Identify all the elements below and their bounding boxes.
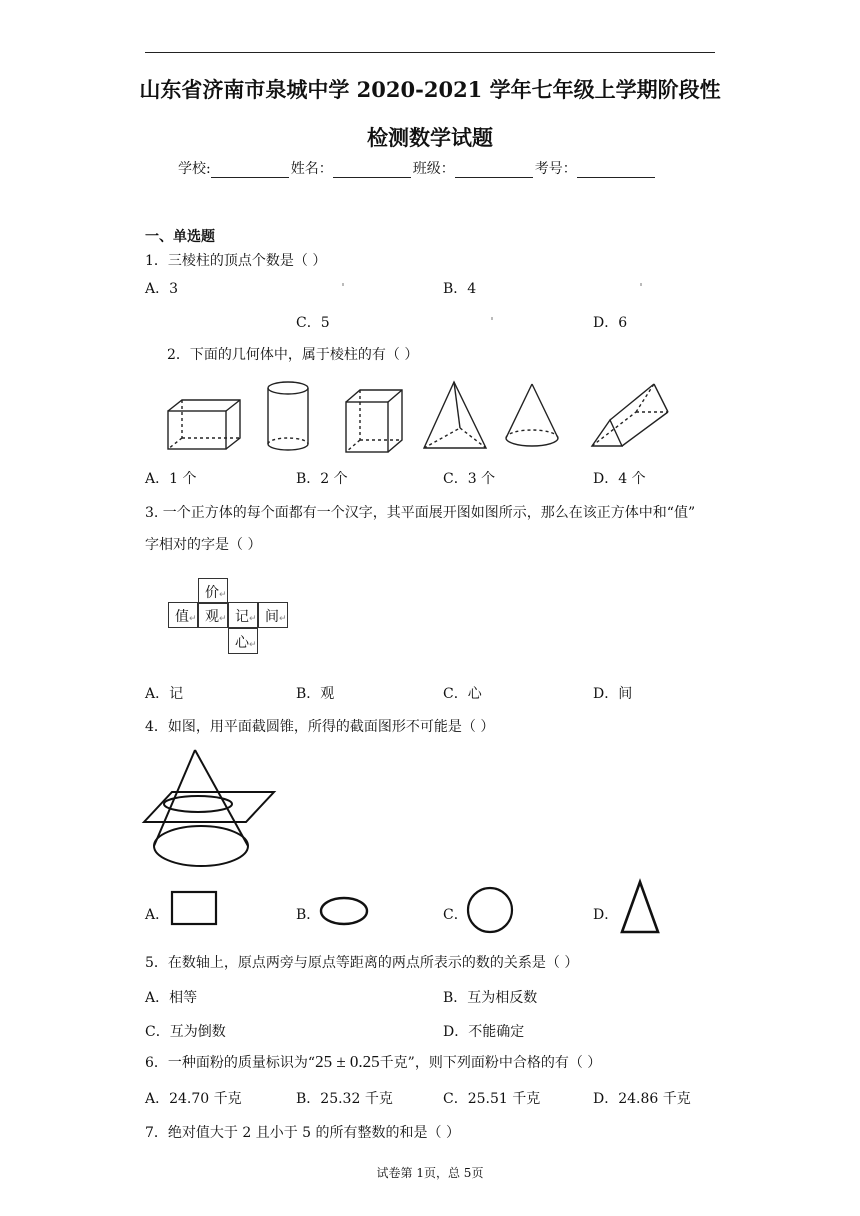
q6-option-c: C．25.51 千克 (443, 1091, 541, 1107)
class-blank (455, 163, 533, 178)
q6-stem (145, 1052, 601, 1072)
scan-dot (491, 317, 493, 320)
q6-option-b: B．25.32 千克 (296, 1091, 393, 1107)
q5-option-c: C．互为倒数 (145, 1024, 226, 1040)
net-cell-top: 价↵ (198, 578, 228, 604)
cone-section-figure (140, 746, 280, 872)
net-cell-bottom: 心↵ (228, 628, 258, 654)
q6-option-a: A．24.70 千克 (145, 1091, 242, 1107)
q2-option-b: B．2 个 (296, 471, 348, 487)
triangle-shape-icon (618, 878, 662, 936)
q6-option-d: D．24.86 千克 (593, 1091, 691, 1107)
net-cell: 记↵ (228, 602, 258, 628)
q1-option-a: A．3 (145, 281, 179, 297)
cylinder-icon (268, 382, 308, 450)
q1-option-d: D．6 (593, 315, 628, 331)
q3-option-a: A．记 (145, 686, 184, 702)
q2-option-c: C．3 个 (443, 471, 496, 487)
scan-dot (342, 283, 344, 286)
q2-option-a: A．1 个 (145, 471, 197, 487)
q3-stem-line1: 3. 一个正方体的每个面都有一个汉字，其平面展开图如图所示，那么在该正方体中和“值” (145, 505, 696, 521)
q2-option-d: D．4 个 (593, 471, 646, 487)
q7-stem: 7．绝对值大于 2 且小于 5 的所有整数的和是（ ） (145, 1125, 460, 1141)
q5-stem: 5．在数轴上，原点两旁与原点等距离的两点所表示的数的关系是（ ） (145, 955, 579, 971)
top-rule (145, 52, 715, 53)
q5-option-a: A．相等 (145, 990, 198, 1006)
q1-option-b: B．4 (443, 281, 477, 297)
name-blank (333, 163, 411, 178)
q3-stem-line2: 字相对的字是（ ） (145, 537, 262, 553)
q2-solids-figure (160, 376, 680, 458)
square-shape-icon (168, 888, 220, 928)
square-prism-icon (346, 390, 402, 452)
triangular-pyramid-icon (424, 382, 486, 448)
q2-stem: 2．下面的几何体中，属于棱柱的有（ ） (167, 347, 419, 363)
q1-stem: 1．三棱柱的顶点个数是（ ） (145, 253, 327, 269)
net-cell: 观↵ (198, 602, 228, 628)
page-footer: 试卷第 1页，总 5页 (376, 1166, 484, 1180)
q6-stem-pre: 6．一种面粉的质量标识为“ (145, 1055, 316, 1071)
section-heading: 一、单选题 (145, 229, 215, 245)
net-cell: 值↵ (168, 602, 198, 628)
school-blank (211, 163, 289, 178)
q1-option-c: C．5 (296, 315, 330, 331)
q5-option-b: B．互为相反数 (443, 990, 538, 1006)
triangular-prism-icon (592, 384, 668, 446)
ellipse-shape-icon (318, 894, 370, 928)
net-cell: 间↵ (258, 602, 288, 628)
cone-icon (506, 384, 558, 446)
q3-option-c: C．心 (443, 686, 482, 702)
q4-option-a: A． (145, 907, 170, 923)
exam-no-blank (577, 163, 655, 178)
circle-shape-icon (464, 884, 516, 936)
q6-stem-post: 千克”，则下列面粉中合格的有（ ） (379, 1055, 602, 1071)
page-title-line2: 检测数学试题 (367, 125, 493, 150)
cuboid-icon (168, 400, 240, 449)
q4-option-d: D． (593, 907, 619, 923)
page-title-line1: 山东省济南市泉城中学 2020-2021 学年七年级上学期阶段性 (139, 77, 721, 102)
student-info-fields (178, 158, 657, 178)
q4-option-b: B． (296, 907, 321, 923)
class-label: 班级： (412, 161, 455, 177)
school-label: 学校: (178, 161, 211, 177)
scan-dot (640, 283, 642, 286)
q6-expression: 25 ± 0.25 (315, 1052, 380, 1071)
name-label: 姓名： (290, 161, 333, 177)
exam-no-label: 考号： (534, 161, 577, 177)
q3-option-b: B．观 (296, 686, 335, 702)
q4-stem: 4．如图，用平面截圆锥，所得的截面图形不可能是（ ） (145, 719, 495, 735)
q3-option-d: D．间 (593, 686, 633, 702)
q5-option-d: D．不能确定 (443, 1024, 525, 1040)
q4-option-c: C． (443, 907, 468, 923)
